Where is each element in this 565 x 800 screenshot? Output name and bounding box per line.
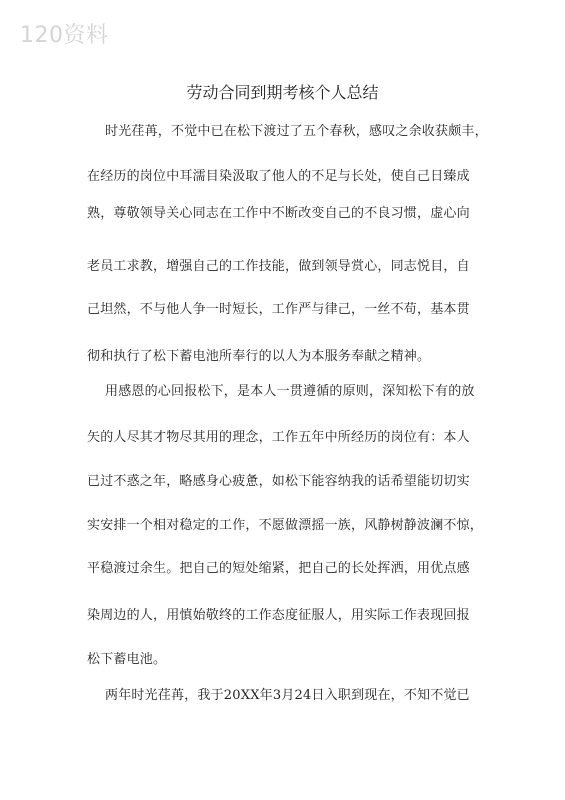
paragraph-line: 己坦然，不与他人争一时短长，工作严与律己，一丝不苟，基本贯 xyxy=(87,302,470,317)
paragraph-line: 用感恩的心回报松下，是本人一贯遵循的原则，深知松下有的放 xyxy=(105,384,475,399)
paragraph-line: 已过不惑之年，略感身心疲惫，如松下能容纳我的话希望能切切实 xyxy=(87,474,470,489)
paragraph-line: 实安排一个相对稳定的工作，不愿做漂摇一族，风静树静波澜不惊， xyxy=(87,518,484,533)
paragraph-line: 两年时光荏苒，我于20XX年3月24日入职到现在，不知不觉已 xyxy=(105,688,470,703)
paragraph-line: 彻和执行了松下蓄电池所奉行的以人为本服务奉献之精神。 xyxy=(87,349,431,364)
paragraph-line: 平稳渡过余生。把自己的短处缩紧，把自己的长处挥洒，用优点感 xyxy=(87,561,470,576)
paragraph-line: 松下蓄电池。 xyxy=(87,652,167,667)
document-title: 劳动合同到期考核个人总结 xyxy=(186,83,379,102)
paragraph-line: 熟，尊敬领导关心同志在工作中不断改变自己的不良习惯，虚心向 xyxy=(87,206,470,221)
paragraph-line: 在经历的岗位中耳濡目染汲取了他人的不足与长处，使自己日臻成 xyxy=(87,169,470,184)
paragraph-line: 老员工求教，增强自己的工作技能，做到领导赏心，同志悦目，自 xyxy=(87,259,470,274)
watermark-logo: 120资料 xyxy=(20,23,109,48)
paragraph-line: 染周边的人，用慎始敬终的工作态度征服人，用实际工作表现回报 xyxy=(87,608,470,623)
paragraph-line: 矢的人尽其才物尽其用的理念，工作五年中所经历的岗位有：本人 xyxy=(87,430,470,445)
paragraph-line: 时光荏苒，不觉中已在松下渡过了五个春秋，感叹之余收获颇丰， xyxy=(105,124,488,139)
